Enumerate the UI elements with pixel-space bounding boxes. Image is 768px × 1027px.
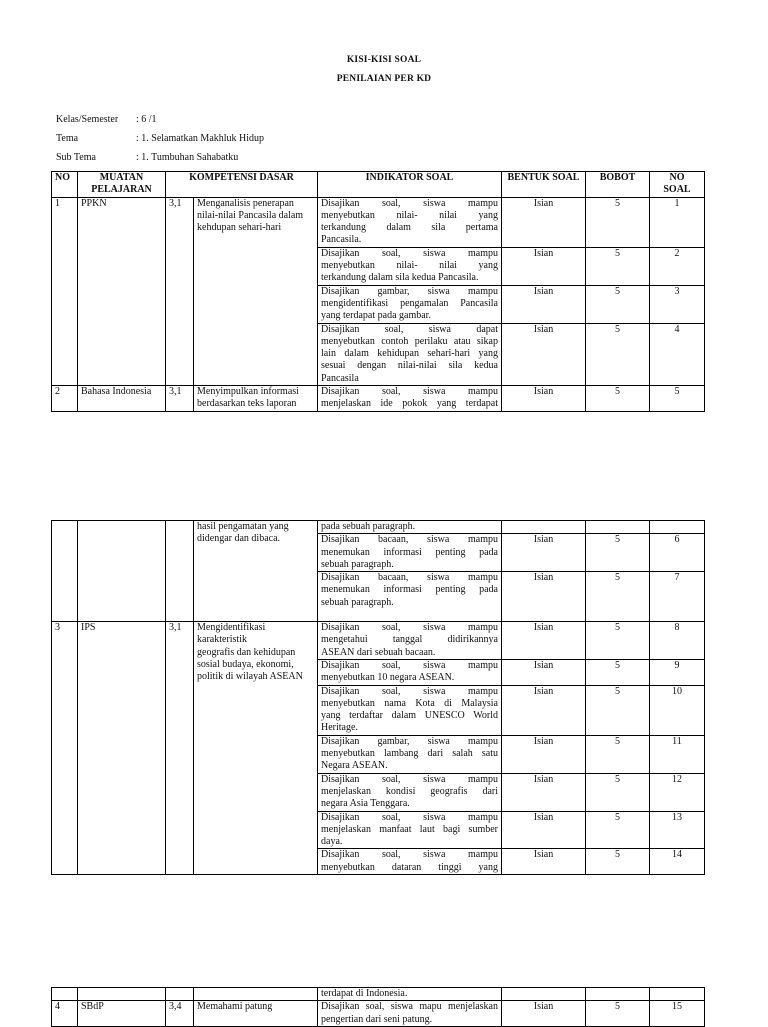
bobot-cell: 5 (586, 685, 650, 735)
row-subject (78, 521, 166, 622)
row-subject: IPS (78, 622, 166, 875)
meta-label: Tema (56, 133, 79, 144)
row-kd-no: 3,1 (166, 622, 194, 875)
row-no: 3 (52, 622, 78, 875)
row-subject (78, 988, 166, 1001)
bobot-cell: 5 (586, 247, 650, 285)
nosoal-cell: 7 (650, 572, 705, 622)
bobot-cell: 5 (586, 386, 650, 412)
row-kd-no: 3,1 (166, 197, 194, 385)
nosoal-cell: 2 (650, 247, 705, 285)
table-row (52, 1001, 705, 1027)
bentuk-cell (502, 521, 586, 534)
nosoal-cell: 13 (650, 811, 705, 849)
kisi-table-page3 (51, 987, 705, 1027)
indikator-cell: Disajikan soal, siswa dapat menyebutkan contoh perilaku atau sikap lain dalam kehidupan sehari-hari yang sesuai dengan nilai-nilai sila kedua Pancasila (318, 323, 502, 385)
row-kd: Menyimpulkan informasi berdasarkan teks laporan (194, 386, 318, 412)
meta-value: : 1. Selamatkan Makhluk Hidup (136, 133, 265, 144)
bentuk-cell: Isian (502, 285, 586, 323)
header-bentuk: BENTUK SOAL (502, 172, 586, 198)
row-kd-no: 3,4 (166, 1001, 194, 1027)
bobot-cell (586, 521, 650, 534)
indikator-cell: Disajikan soal, siswa mampu menjelaskan manfaat laut bagi sumber daya. (318, 811, 502, 849)
bobot-cell: 5 (586, 197, 650, 247)
bobot-cell: 5 (586, 1001, 650, 1027)
table-header-row (52, 172, 705, 198)
row-no (52, 988, 78, 1001)
bentuk-cell: Isian (502, 622, 586, 660)
indikator-cell: Disajikan soal, siswa mampu menjelaskan kondisi geografis dari negara Asia Tenggara. (318, 773, 502, 811)
bobot-cell: 5 (586, 285, 650, 323)
meta-value: : 1. Tumbuhan Sahabatku (136, 152, 239, 163)
nosoal-cell (650, 521, 705, 534)
row-kd (194, 988, 318, 1001)
indikator-cell: Disajikan gambar, siswa mampu mengidentifikasi pengamalan Pancasila yang terdapat pada gambar. (318, 285, 502, 323)
bobot-cell: 5 (586, 773, 650, 811)
header-no: NO (52, 172, 78, 198)
meta-label: Sub Tema (56, 152, 96, 163)
nosoal-cell: 5 (650, 386, 705, 412)
bobot-cell (586, 988, 650, 1001)
indikator-cell: Disajikan bacaan, siswa mampu menemukan informasi penting pada sebuah paragraph. (318, 572, 502, 622)
bentuk-cell: Isian (502, 735, 586, 773)
header-kompetensi: KOMPETENSI DASAR (166, 172, 318, 198)
row-kd: Menganalisis penerapan nilai-nilai Pancasila dalam kehdupan sehari-hari (194, 197, 318, 385)
bentuk-cell: Isian (502, 685, 586, 735)
indikator-cell: Disajikan soal, siswa mampu menjelaskan ide pokok yang terdapat (318, 386, 502, 412)
nosoal-cell: 6 (650, 534, 705, 572)
row-kd-no (166, 988, 194, 1001)
indikator-cell: Disajikan soal, siswa mampu menyebutkan 10 negara ASEAN. (318, 659, 502, 685)
meta-tema (56, 133, 264, 144)
row-kd: hasil pengamatan yang didengar dan dibaca. (194, 521, 318, 622)
nosoal-cell: 3 (650, 285, 705, 323)
row-kd: Memahami patung (194, 1001, 318, 1027)
document-subtitle: PENILAIAN PER KD (336, 74, 432, 84)
row-kd-no (166, 521, 194, 622)
header-indikator: INDIKATOR SOAL (318, 172, 502, 198)
row-subject: PPKN (78, 197, 166, 385)
nosoal-cell (650, 988, 705, 1001)
row-subject: Bahasa Indonesia (78, 386, 166, 412)
table-row (52, 521, 705, 534)
kisi-table-page1 (51, 171, 705, 412)
bobot-cell: 5 (586, 811, 650, 849)
bentuk-cell: Isian (502, 386, 586, 412)
bentuk-cell: Isian (502, 534, 586, 572)
kisi-table-page2 (51, 520, 705, 875)
bobot-cell: 5 (586, 659, 650, 685)
indikator-cell: Disajikan soal, siswa mampu menyebutkan nilai- nilai yang terkandung dalam sila kedua Pancasila. (318, 247, 502, 285)
indikator-cell: Disajikan soal, siswa mampu menyebutkan nama Kota di Malaysia yang terdaftar dalam UNESCO World Heritage. (318, 685, 502, 735)
indikator-cell: Disajikan soal, siswa mapu menjelaskan pengertian dari seni patung. (318, 1001, 502, 1027)
row-no: 2 (52, 386, 78, 412)
nosoal-cell: 14 (650, 849, 705, 875)
table-row (52, 197, 705, 247)
nosoal-cell: 4 (650, 323, 705, 385)
bobot-cell: 5 (586, 572, 650, 622)
indikator-cell: pada sebuah paragraph. (318, 521, 502, 534)
meta-label: Kelas/Semester (56, 114, 119, 125)
header-bobot: BOBOT (586, 172, 650, 198)
nosoal-cell: 1 (650, 197, 705, 247)
meta-kelas (56, 114, 157, 125)
indikator-cell: Disajikan gambar, siswa mampu menyebutkan lambang dari salah satu Negara ASEAN. (318, 735, 502, 773)
indikator-cell: Disajikan bacaan, siswa mampu menemukan informasi penting pada sebuah paragraph. (318, 534, 502, 572)
bentuk-cell: Isian (502, 659, 586, 685)
bentuk-cell: Isian (502, 811, 586, 849)
document-title: KISI-KISI SOAL (346, 55, 422, 65)
bobot-cell: 5 (586, 735, 650, 773)
meta-subtema (56, 152, 238, 163)
nosoal-cell: 11 (650, 735, 705, 773)
row-no: 4 (52, 1001, 78, 1027)
nosoal-cell: 8 (650, 622, 705, 660)
bentuk-cell: Isian (502, 247, 586, 285)
table-row (52, 988, 705, 1001)
header-nosoal: NO SOAL (650, 172, 705, 198)
table-row (52, 622, 705, 660)
row-subject: SBdP (78, 1001, 166, 1027)
bobot-cell: 5 (586, 534, 650, 572)
bentuk-cell: Isian (502, 323, 586, 385)
indikator-cell: Disajikan soal, siswa mampu mengetahui tanggal didirikannya ASEAN dari sebuah bacaan. (318, 622, 502, 660)
bentuk-cell (502, 988, 586, 1001)
nosoal-cell: 12 (650, 773, 705, 811)
nosoal-cell: 10 (650, 685, 705, 735)
bobot-cell: 5 (586, 323, 650, 385)
row-no: 1 (52, 197, 78, 385)
bentuk-cell: Isian (502, 572, 586, 622)
nosoal-cell: 9 (650, 659, 705, 685)
bentuk-cell: Isian (502, 197, 586, 247)
bentuk-cell: Isian (502, 1001, 586, 1027)
bobot-cell: 5 (586, 849, 650, 875)
bentuk-cell: Isian (502, 773, 586, 811)
meta-value: : 6 /1 (136, 114, 157, 125)
bobot-cell: 5 (586, 622, 650, 660)
table-row (52, 386, 705, 412)
bentuk-cell: Isian (502, 849, 586, 875)
nosoal-cell: 15 (650, 1001, 705, 1027)
indikator-cell: Disajikan soal, siswa mampu menyebutkan nilai- nilai yang terkandung dalam sila pertama Pancasila. (318, 197, 502, 247)
indikator-cell: terdapat di Indonesia. (318, 988, 502, 1001)
row-kd: Mengidentifikasi karakteristik geografis dan kehidupan sosial budaya, ekonomi, politik di wilayah ASEAN (194, 622, 318, 875)
row-no (52, 521, 78, 622)
indikator-cell: Disajikan soal, siswa mampu menyebutkan dataran tinggi yang (318, 849, 502, 875)
row-kd-no: 3,1 (166, 386, 194, 412)
header-muatan: MUATAN PELAJARAN (78, 172, 166, 198)
